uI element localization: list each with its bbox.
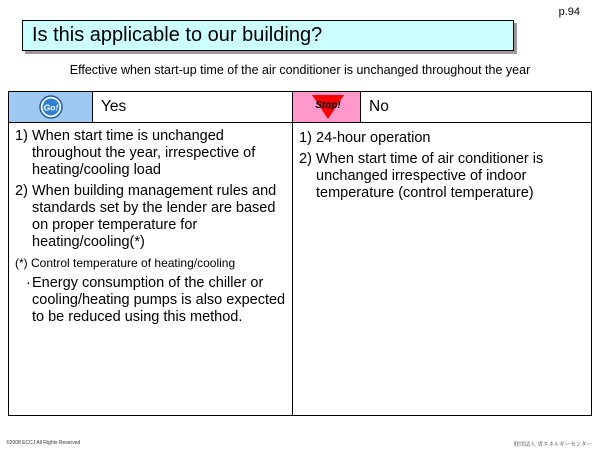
slide-subtitle: Effective when start-up time of the air conditioner is unchanged throughout the year: [69, 63, 531, 77]
list-item: [9, 128, 292, 179]
organization-logo-text: 財団法人 省エネルギーセンター: [513, 442, 592, 448]
list-item-number: 2): [15, 183, 28, 199]
no-header: [293, 92, 591, 122]
list-item-text: 24-hour operation: [316, 130, 431, 146]
list-item-text: When start time is unchanged throughout the year, irrespective of heating/cooling load: [32, 128, 256, 178]
no-column: [293, 123, 591, 415]
no-label: No: [369, 98, 389, 115]
bullet: ·: [26, 275, 31, 291]
slide-title: [22, 20, 514, 51]
go-sign-icon: [39, 95, 63, 119]
sub-bullet-item: [9, 275, 292, 326]
list-item-number: 1): [15, 128, 28, 144]
go-swatch: [9, 92, 93, 122]
yes-header: [9, 92, 292, 122]
table-header-row: [9, 92, 591, 123]
list-item: [9, 183, 292, 251]
slide-title-text: Is this applicable to our building?: [32, 24, 323, 46]
yes-column: [9, 123, 292, 415]
list-item-text: When start time of air conditioner is unchanged irrespective of indoor temperature (control temperature): [316, 151, 544, 201]
footnote: (*) Control temperature of heating/cooling: [15, 256, 236, 270]
sub-bullet-text: Energy consumption of the chiller or cooling/heating pumps is also expected to be reduced using this method.: [32, 275, 286, 325]
copyright-footer: ©2008 ECCJ All Rights Reserved: [6, 440, 81, 446]
yes-label: Yes: [101, 98, 127, 115]
page-number: p.94: [558, 6, 580, 18]
no-list: [293, 130, 591, 206]
list-item-text: When building management rules and standards set by the lender are based on proper temperature for heating/cooling(*): [32, 183, 277, 250]
stop-sign-icon: [306, 94, 350, 120]
applicability-table: [8, 91, 592, 416]
yes-list: [9, 128, 292, 326]
list-item-number: 1): [299, 130, 312, 146]
go-icon-text: Go!: [43, 102, 59, 113]
list-item-number: 2): [299, 151, 312, 167]
list-item: [293, 151, 591, 202]
stop-swatch: [293, 92, 361, 122]
stop-icon-text: Stop!: [315, 100, 341, 111]
list-item: [293, 130, 591, 147]
